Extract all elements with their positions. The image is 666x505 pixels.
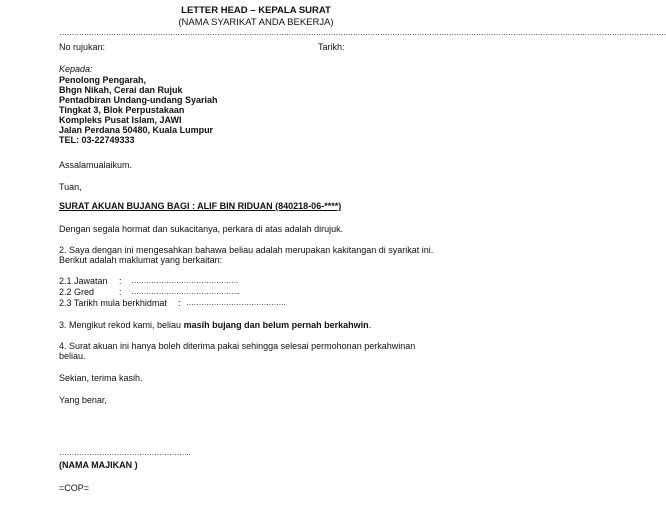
- field-position-dots: …………………………………….: [131, 276, 238, 285]
- recipient-line: Bhgn Nikah, Cerai dan Rujuk: [59, 85, 183, 95]
- recipient-line: Penolong Pengarah,: [59, 75, 147, 85]
- paragraph-3-end: .: [368, 320, 372, 330]
- recipient-line: TEL: 03-22749333: [59, 135, 135, 145]
- field-grade-dots: ……………………………………..: [131, 287, 240, 296]
- field-position-label: 2.1 Jawatan: [59, 276, 108, 286]
- employer-name: (NAMA MAJIKAN ): [59, 460, 138, 470]
- field-start-date-dots: ………………………………….: [186, 298, 286, 307]
- recipient-line: Jalan Perdana 50480, Kuala Lumpur: [59, 125, 214, 135]
- recipient-label: Kepada:: [59, 64, 93, 74]
- recipient-line: Kompleks Pusat Islam, JAWI: [59, 115, 182, 125]
- paragraph-2: [59, 245, 433, 265]
- closing: Sekian, terima kasih.: [59, 373, 143, 383]
- letterhead-title: LETTER HEAD – KEPALA SURAT: [181, 5, 331, 16]
- paragraph-3: [59, 320, 371, 330]
- signoff: Yang benar,: [59, 395, 107, 405]
- paragraph-2-line: 2. Saya dengan ini mengesahkan bahawa beliau adalah merupakan kakitangan di syarikat ini.: [59, 245, 434, 255]
- salutation: Tuan,: [59, 182, 82, 192]
- company-stamp: =COP=: [59, 483, 90, 493]
- field-start-date-label: 2.3 Tarikh mula berkhidmat: [59, 298, 167, 308]
- field-grade-separator: :: [119, 287, 122, 297]
- paragraph-2-line: Berikut adalah maklumat yang berkaitan:: [59, 255, 223, 265]
- reference-number-label: No rujukan:: [59, 42, 106, 52]
- greeting: Assalamualaikum.: [59, 160, 133, 170]
- paragraph-1: Dengan segala hormat dan sukacitanya, perkara di atas adalah dirujuk.: [59, 224, 344, 234]
- paragraph-4: [59, 341, 415, 361]
- paragraph-3-emphasis: masih bujang dan belum pernah berkahwin: [183, 320, 369, 330]
- date-label: Tarikh:: [318, 42, 345, 52]
- letterhead-subtitle: (NAMA SYARIKAT ANDA BEKERJA): [178, 17, 334, 28]
- field-grade-label: 2.2 Gred: [59, 287, 95, 297]
- paragraph-4-line: beliau.: [59, 351, 86, 361]
- signature-line: ……………………………………………..: [59, 448, 190, 457]
- recipient-address: [59, 75, 218, 145]
- paragraph-3-text: 3. Mengikut rekod kami, beliau: [59, 320, 184, 330]
- field-position-separator: :: [119, 276, 122, 286]
- paragraph-4-line: 4. Surat akuan ini hanya boleh diterima pakai sehingga selesai permohonan perkahwinan: [59, 341, 416, 351]
- field-start-date-separator: :: [178, 298, 181, 308]
- recipient-line: Pentadbiran Undang-undang Syariah: [59, 95, 218, 105]
- recipient-line: Tingkat 3, Blok Perpustakaan: [59, 105, 185, 115]
- letterhead-dotted-line: …………………………………………………………………………………………………………………………………………………………………………………………………………………………: [59, 28, 666, 37]
- letter-subject: SURAT AKUAN BUJANG BAGI : ALIF BIN RIDUAN (840218-06-****): [59, 201, 342, 211]
